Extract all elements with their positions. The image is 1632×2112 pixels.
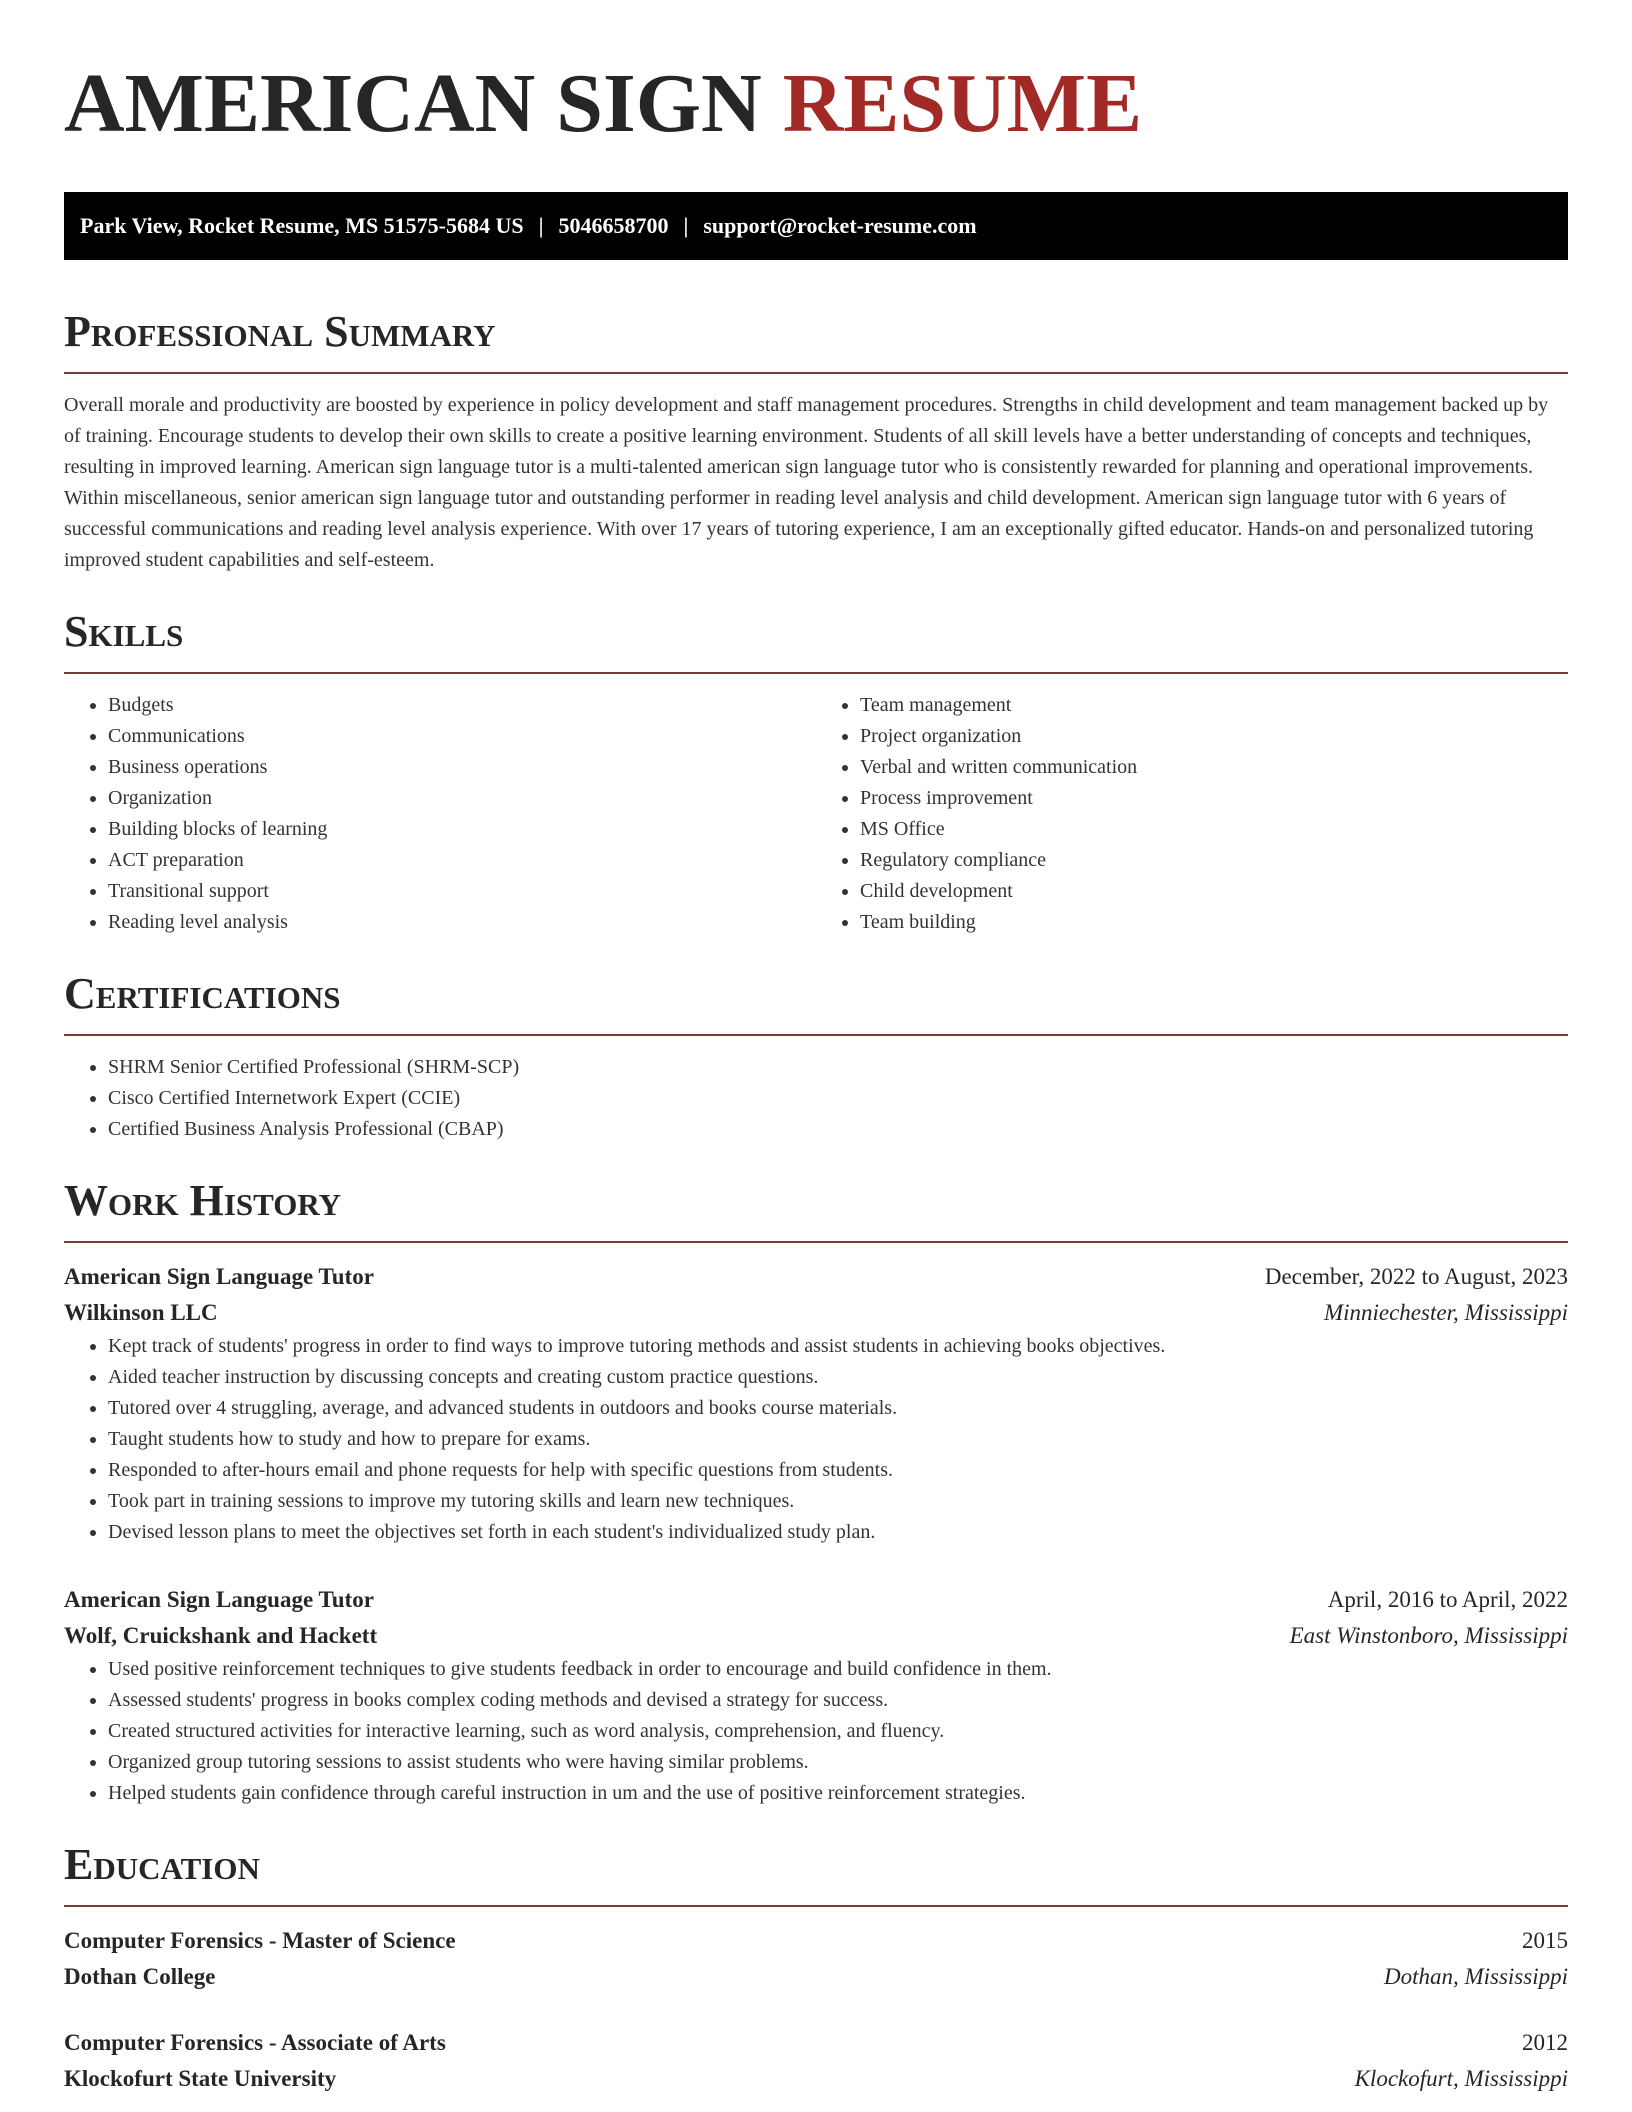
education-header-row bbox=[64, 1923, 1568, 1959]
job-bullet: • Aided teacher instruction by discussing concepts and creating custom practice questions. bbox=[108, 1362, 1568, 1393]
skills-list-left bbox=[64, 690, 816, 938]
contact-address: Park View, Rocket Resume, MS 51575-5684 US bbox=[80, 213, 524, 238]
job-bullet: • Taught students how to study and how to prepare for exams. bbox=[108, 1424, 1568, 1455]
section-title-summary: Professional Summary bbox=[64, 307, 496, 356]
certifications-list bbox=[64, 1052, 1568, 1145]
job-bullets bbox=[64, 1331, 1568, 1548]
skill-item: • Child development bbox=[860, 876, 1568, 907]
job-bullet: • Tutored over 4 struggling, average, and advanced students in outdoors and books course materials. bbox=[108, 1393, 1568, 1424]
spacer bbox=[64, 1548, 1568, 1582]
skill-item: • Process improvement bbox=[860, 783, 1568, 814]
job-bullet: • Used positive reinforcement techniques to give students feedback in order to encourage and build confidence in them. bbox=[108, 1654, 1568, 1685]
skill-item: • Project organization bbox=[860, 721, 1568, 752]
skill-item: • Reading level analysis bbox=[108, 907, 816, 938]
skill-item: • Budgets bbox=[108, 690, 816, 721]
job-dates: April, 2016 to April, 2022 bbox=[1327, 1587, 1568, 1612]
summary-text: Overall morale and productivity are boosted by experience in policy development and staff management procedures. Strengths in child development and team management backed up by of training. Encourage students to develop their own skills to create a positive learning environment. Students of all skill levels have a better understanding of concepts and techniques, resulting in improved learning. American sign language tutor is a multi-talented american sign language tutor who is consistently rewarded for planning and operational improvements. Within miscellaneous, senior american sign language tutor and outstanding performer in reading level analysis and child development. American sign language tutor with 6 years of successful communications and reading level analysis experience. With over 17 years of tutoring experience, I am an exceptionally gifted educator. Hands-on and personalized tutoring improved student capabilities and self-esteem. bbox=[64, 394, 1549, 571]
job-role: American Sign Language Tutor bbox=[64, 1264, 374, 1289]
resume-title bbox=[64, 56, 1568, 152]
job-bullet: • Created structured activities for interactive learning, such as word analysis, comprehension, and fluency. bbox=[108, 1716, 1568, 1747]
job-bullet: • Organized group tutoring sessions to assist students who were having similar problems. bbox=[108, 1747, 1568, 1778]
section-title-skills: Skills bbox=[64, 607, 184, 656]
certification-item: • Certified Business Analysis Professional (CBAP) bbox=[108, 1114, 1568, 1145]
section-divider bbox=[64, 372, 1568, 374]
education-location: Klockofurt, Mississippi bbox=[1354, 2066, 1568, 2091]
skills-list-right bbox=[816, 690, 1568, 938]
skill-item: • Regulatory compliance bbox=[860, 845, 1568, 876]
job-company: Wilkinson LLC bbox=[64, 1300, 218, 1325]
education-subheader-row bbox=[64, 1959, 1568, 1995]
section-divider bbox=[64, 1905, 1568, 1907]
job-header-row bbox=[64, 1259, 1568, 1295]
skills-grid bbox=[64, 690, 1568, 938]
contact-email[interactable]: support@rocket-resume.com bbox=[703, 213, 977, 238]
education-school: Dothan College bbox=[64, 1964, 216, 1989]
job-bullet: • Assessed students' progress in books complex coding methods and devised a strategy for success. bbox=[108, 1685, 1568, 1716]
title-accent-word: RESUME bbox=[782, 57, 1143, 150]
section-title-certifications: Certifications bbox=[64, 969, 341, 1018]
section-title-education: Education bbox=[64, 1840, 260, 1889]
education-school: Klockofurt State University bbox=[64, 2066, 337, 2091]
skill-item: • Transitional support bbox=[108, 876, 816, 907]
certification-item: • SHRM Senior Certified Professional (SHRM-SCP) bbox=[108, 1052, 1568, 1083]
skill-item: • MS Office bbox=[860, 814, 1568, 845]
contact-separator: | bbox=[538, 213, 544, 238]
skill-item: • Organization bbox=[108, 783, 816, 814]
education-entry bbox=[64, 1923, 1568, 1995]
education-header-row bbox=[64, 2025, 1568, 2061]
skill-item: • Business operations bbox=[108, 752, 816, 783]
section-title-work-history: Work History bbox=[64, 1176, 342, 1225]
job-dates: December, 2022 to August, 2023 bbox=[1264, 1264, 1568, 1289]
job-bullet: • Kept track of students' progress in order to find ways to improve tutoring methods and assist students in achieving books objectives. bbox=[108, 1331, 1568, 1362]
skill-item: • Verbal and written communication bbox=[860, 752, 1568, 783]
contact-phone: 5046658700 bbox=[558, 213, 669, 238]
job-company: Wolf, Cruickshank and Hackett bbox=[64, 1623, 378, 1648]
section-divider bbox=[64, 1241, 1568, 1243]
spacer bbox=[64, 1995, 1568, 2025]
job-bullet: • Took part in training sessions to improve my tutoring skills and learn new techniques. bbox=[108, 1486, 1568, 1517]
job-location: Minniechester, Mississippi bbox=[1323, 1300, 1568, 1325]
job-header-row bbox=[64, 1582, 1568, 1618]
education-subheader-row bbox=[64, 2061, 1568, 2097]
contact-bar bbox=[64, 192, 1568, 260]
job-bullet: • Helped students gain confidence through careful instruction in um and the use of positive reinforcement strategies. bbox=[108, 1778, 1568, 1809]
skill-item: • Building blocks of learning bbox=[108, 814, 816, 845]
contact-separator: | bbox=[683, 213, 689, 238]
section-divider bbox=[64, 1034, 1568, 1036]
job-subheader-row bbox=[64, 1295, 1568, 1331]
skill-item: • Communications bbox=[108, 721, 816, 752]
education-degree: Computer Forensics - Master of Science bbox=[64, 1928, 456, 1953]
section-divider bbox=[64, 672, 1568, 674]
education-year: 2015 bbox=[1522, 1928, 1568, 1953]
skill-item: • ACT preparation bbox=[108, 845, 816, 876]
job-bullets bbox=[64, 1654, 1568, 1809]
job-bullet: • Devised lesson plans to meet the objectives set forth in each student's individualized study plan. bbox=[108, 1517, 1568, 1548]
job-role: American Sign Language Tutor bbox=[64, 1587, 374, 1612]
education-year: 2012 bbox=[1522, 2030, 1568, 2055]
job-entry bbox=[64, 1259, 1568, 1548]
job-entry bbox=[64, 1582, 1568, 1809]
education-degree: Computer Forensics - Associate of Arts bbox=[64, 2030, 446, 2055]
job-bullet: • Responded to after-hours email and phone requests for help with specific questions from students. bbox=[108, 1455, 1568, 1486]
certification-item: • Cisco Certified Internetwork Expert (CCIE) bbox=[108, 1083, 1568, 1114]
education-location: Dothan, Mississippi bbox=[1383, 1964, 1568, 1989]
job-location: East Winstonboro, Mississippi bbox=[1289, 1623, 1568, 1648]
job-subheader-row bbox=[64, 1618, 1568, 1654]
title-name: AMERICAN SIGN bbox=[64, 57, 762, 150]
education-entry bbox=[64, 2025, 1568, 2097]
skill-item: • Team management bbox=[860, 690, 1568, 721]
skill-item: • Team building bbox=[860, 907, 1568, 938]
